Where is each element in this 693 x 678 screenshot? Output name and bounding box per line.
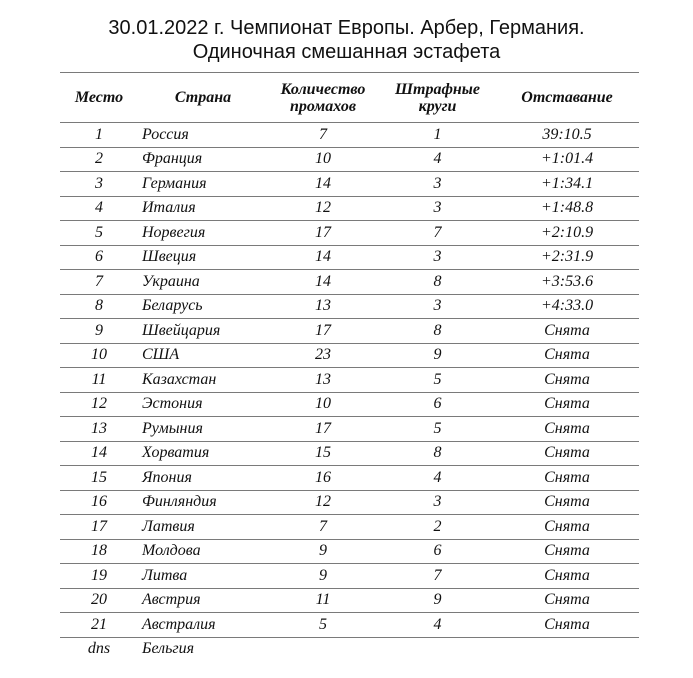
penalty-cell: 4 <box>380 147 495 172</box>
penalty-cell: 3 <box>380 490 495 515</box>
misses-cell: 16 <box>266 466 380 491</box>
table-row <box>60 417 639 442</box>
table-row <box>60 319 639 344</box>
table-row <box>60 196 639 221</box>
place-cell: 4 <box>60 196 138 221</box>
place-cell: 7 <box>60 270 138 295</box>
behind-cell: Снята <box>495 319 639 344</box>
place-cell: 16 <box>60 490 138 515</box>
table-row <box>60 270 639 295</box>
country-cell: Хорватия <box>138 441 266 466</box>
country-cell: Латвия <box>138 515 266 540</box>
behind-cell: Снята <box>495 490 639 515</box>
country-cell: Румыния <box>138 417 266 442</box>
country-cell: Казахстан <box>138 368 266 393</box>
header-behind: Отставание <box>495 73 639 123</box>
behind-cell: +1:01.4 <box>495 147 639 172</box>
place-cell: 11 <box>60 368 138 393</box>
misses-cell: 15 <box>266 441 380 466</box>
table-row <box>60 147 639 172</box>
misses-cell: 13 <box>266 368 380 393</box>
table-row <box>60 466 639 491</box>
table-row <box>60 343 639 368</box>
header-penalty: Штрафные круги <box>380 73 495 123</box>
place-cell: 19 <box>60 564 138 589</box>
penalty-cell: 3 <box>380 245 495 270</box>
country-cell: Россия <box>138 123 266 148</box>
place-cell: 20 <box>60 588 138 613</box>
place-cell: 3 <box>60 172 138 197</box>
penalty-cell: 4 <box>380 466 495 491</box>
country-cell: Австралия <box>138 613 266 638</box>
penalty-cell: 8 <box>380 319 495 344</box>
behind-cell <box>495 637 639 661</box>
place-cell: 13 <box>60 417 138 442</box>
misses-cell: 13 <box>266 294 380 319</box>
behind-cell: Снята <box>495 368 639 393</box>
behind-cell: Снята <box>495 588 639 613</box>
misses-cell: 23 <box>266 343 380 368</box>
behind-cell: +1:48.8 <box>495 196 639 221</box>
place-cell: 15 <box>60 466 138 491</box>
place-cell: 12 <box>60 392 138 417</box>
behind-cell: Снята <box>495 343 639 368</box>
country-cell: Италия <box>138 196 266 221</box>
country-cell: США <box>138 343 266 368</box>
place-cell: dns <box>87 640 111 658</box>
penalty-cell: 2 <box>380 515 495 540</box>
behind-cell: Снята <box>495 392 639 417</box>
results-table <box>60 72 639 661</box>
penalty-cell: 9 <box>380 343 495 368</box>
place-cell: 1 <box>60 123 138 148</box>
misses-cell: 12 <box>266 490 380 515</box>
behind-cell: +2:31.9 <box>495 245 639 270</box>
place-cell: 9 <box>60 319 138 344</box>
place-cell: 10 <box>60 343 138 368</box>
penalty-cell: 4 <box>380 613 495 638</box>
table-row <box>60 392 639 417</box>
country-cell: Швеция <box>138 245 266 270</box>
header-misses: Количество промахов <box>266 73 380 123</box>
table-row <box>60 123 639 148</box>
penalty-cell: 3 <box>380 294 495 319</box>
place-cell: 18 <box>60 539 138 564</box>
penalty-cell: 5 <box>380 368 495 393</box>
table-row <box>60 588 639 613</box>
penalty-cell: 3 <box>380 172 495 197</box>
penalty-cell: 1 <box>380 123 495 148</box>
misses-cell: 14 <box>266 270 380 295</box>
country-cell: Франция <box>138 147 266 172</box>
place-cell: 21 <box>60 613 138 638</box>
penalty-cell: 9 <box>380 588 495 613</box>
country-cell: Бельгия <box>142 640 195 658</box>
place-cell: 2 <box>60 147 138 172</box>
table-row <box>60 441 639 466</box>
table-row <box>60 172 639 197</box>
place-cell: 14 <box>60 441 138 466</box>
table-header-row <box>60 73 639 123</box>
penalty-cell: 8 <box>380 270 495 295</box>
penalty-cell: 3 <box>380 196 495 221</box>
penalty-cell: 7 <box>380 221 495 246</box>
page-title: 30.01.2022 г. Чемпионат Европы. Арбер, Германия. <box>108 17 585 39</box>
header-country: Страна <box>138 73 266 123</box>
behind-cell: Снята <box>495 564 639 589</box>
misses-cell: 10 <box>266 147 380 172</box>
penalty-cell: 6 <box>380 539 495 564</box>
behind-cell: 39:10.5 <box>495 123 639 148</box>
behind-cell: +4:33.0 <box>495 294 639 319</box>
table-row <box>60 515 639 540</box>
misses-cell: 12 <box>266 196 380 221</box>
misses-cell: 14 <box>266 245 380 270</box>
behind-cell: +1:34.1 <box>495 172 639 197</box>
place-cell: 8 <box>60 294 138 319</box>
country-cell: Швейцария <box>138 319 266 344</box>
behind-cell: Снята <box>495 515 639 540</box>
table-row <box>60 613 639 638</box>
country-cell: Молдова <box>138 539 266 564</box>
place-cell: 6 <box>60 245 138 270</box>
misses-cell: 17 <box>266 319 380 344</box>
place-cell: 17 <box>60 515 138 540</box>
table-row <box>60 245 639 270</box>
table-row <box>60 637 639 661</box>
misses-cell: 5 <box>266 613 380 638</box>
misses-cell: 7 <box>266 515 380 540</box>
behind-cell: +3:53.6 <box>495 270 639 295</box>
table-row <box>60 294 639 319</box>
penalty-cell: 5 <box>380 417 495 442</box>
country-cell: Беларусь <box>138 294 266 319</box>
misses-cell: 9 <box>266 564 380 589</box>
penalty-cell: 8 <box>380 441 495 466</box>
behind-cell: Снята <box>495 539 639 564</box>
table-row <box>60 539 639 564</box>
misses-cell: 9 <box>266 539 380 564</box>
penalty-cell <box>380 637 495 661</box>
penalty-cell: 6 <box>380 392 495 417</box>
misses-cell: 7 <box>266 123 380 148</box>
behind-cell: Снята <box>495 417 639 442</box>
misses-cell: 17 <box>266 417 380 442</box>
penalty-cell: 7 <box>380 564 495 589</box>
behind-cell: Снята <box>495 441 639 466</box>
country-cell: Япония <box>138 466 266 491</box>
country-cell: Эстония <box>138 392 266 417</box>
country-cell: Финляндия <box>138 490 266 515</box>
misses-cell: 14 <box>266 172 380 197</box>
misses-cell: 17 <box>266 221 380 246</box>
behind-cell: +2:10.9 <box>495 221 639 246</box>
country-cell: Австрия <box>138 588 266 613</box>
country-cell: Литва <box>138 564 266 589</box>
table-row <box>60 368 639 393</box>
header-place: Место <box>60 73 138 123</box>
misses-cell <box>266 637 380 661</box>
country-cell: Германия <box>138 172 266 197</box>
behind-cell: Снята <box>495 613 639 638</box>
table-row <box>60 564 639 589</box>
place-cell: 5 <box>60 221 138 246</box>
page-subtitle: Одиночная смешанная эстафета <box>192 41 501 63</box>
misses-cell: 10 <box>266 392 380 417</box>
misses-cell: 11 <box>266 588 380 613</box>
table-row <box>60 221 639 246</box>
country-cell: Украина <box>138 270 266 295</box>
table-row <box>60 490 639 515</box>
country-cell: Норвегия <box>138 221 266 246</box>
behind-cell: Снята <box>495 466 639 491</box>
